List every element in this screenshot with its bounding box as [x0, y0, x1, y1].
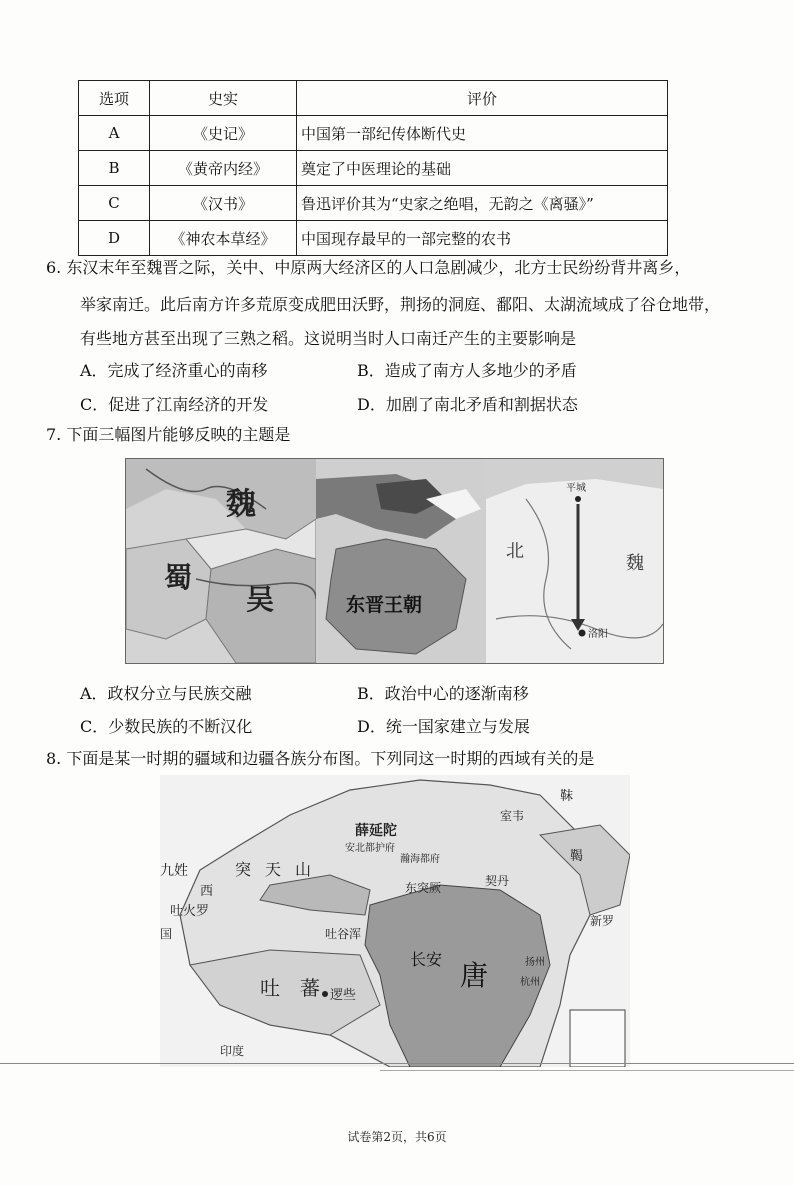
q7-option-d[interactable]: D．统一国家建立与发展 — [357, 717, 530, 736]
label-wei: 魏 — [226, 487, 256, 522]
northern-wei-map — [486, 459, 663, 663]
question-text: 下面是某一时期的疆域和边疆各族分布图。下列同这一时期的西域有关的是 — [66, 749, 595, 768]
row-evaluation: 奠定了中医理论的基础 — [297, 151, 668, 186]
eastern-jin-map — [316, 459, 486, 663]
label-shiwei: 室韦 — [500, 809, 525, 823]
page-divider-2 — [380, 1070, 794, 1071]
label-dongjin: 东晋王朝 — [346, 594, 423, 616]
q7-option-a[interactable]: A．政权分立与民族交融 — [80, 684, 252, 703]
label-dongtujue: 东突厥 — [405, 881, 442, 895]
label-tu: 吐 — [260, 976, 280, 1000]
table-row — [79, 221, 668, 256]
label-qidan: 契丹 — [485, 874, 510, 888]
history-facts-table — [78, 80, 668, 256]
question-number: 8. — [46, 749, 62, 768]
header-option: 选项 — [79, 81, 150, 116]
row-fact: 《汉书》 — [150, 186, 297, 221]
label-xueyantuo: 薛延陀 — [355, 823, 397, 839]
label-he: 鞨 — [570, 849, 584, 864]
table-row — [79, 151, 668, 186]
row-option: C — [79, 186, 150, 221]
three-kingdoms-map — [126, 459, 316, 663]
question-6-line-2: 举家南迁。此后南方许多荒原变成肥田沃野，荆扬的洞庭、鄱阳、太湖流域成了谷仓地带， — [80, 295, 721, 314]
label-hanhai: 瀚海都府 — [400, 854, 440, 865]
q7-option-b[interactable]: B．政治中心的逐渐南移 — [357, 684, 529, 703]
label-shan: 山 — [295, 860, 312, 879]
question-7 — [46, 425, 290, 445]
table-row — [79, 116, 668, 151]
row-option: A — [79, 116, 150, 151]
row-option: B — [79, 151, 150, 186]
question-number: 6. — [46, 258, 62, 277]
label-changan: 长安 — [410, 950, 443, 969]
row-fact: 《神农本草经》 — [150, 221, 297, 256]
label-bei: 北 — [506, 541, 524, 562]
question-6-line-1 — [46, 258, 690, 278]
page-footer: 试卷第2页，共6页 — [347, 1130, 447, 1144]
label-luoyang: 洛阳 — [588, 629, 608, 640]
page-divider — [0, 1063, 794, 1064]
label-hangzhou: 杭州 — [520, 977, 540, 988]
q7-option-c[interactable]: C．少数民族的不断汉化 — [80, 717, 253, 736]
label-yindu: 印度 — [220, 1044, 245, 1058]
label-tuyuhun: 吐谷浑 — [325, 927, 362, 941]
q6-option-d[interactable]: D．加剧了南北矛盾和割据状态 — [357, 395, 578, 414]
question-number: 7. — [46, 425, 62, 444]
label-wei-north: 魏 — [626, 553, 644, 574]
row-option: D — [79, 221, 150, 256]
question-6-line-3: 有些地方甚至出现了三熟之稻。这说明当时人口南迁产生的主要影响是 — [80, 329, 577, 348]
row-evaluation: 中国现存最早的一部完整的农书 — [297, 221, 668, 256]
label-tuhuoluo: 吐火罗 — [170, 904, 210, 919]
label-luoxie: 逻些 — [330, 988, 357, 1003]
label-tujue: 突 — [235, 860, 252, 879]
row-fact: 《史记》 — [150, 116, 297, 151]
row-fact: 《黄帝内经》 — [150, 151, 297, 186]
header-fact: 史实 — [150, 81, 297, 116]
label-mo: 靺 — [560, 789, 574, 804]
label-xi: 西 — [200, 884, 214, 899]
label-wu: 吴 — [246, 583, 275, 616]
question-text: 下面三幅图片能够反映的主题是 — [66, 425, 291, 444]
label-guo: 国 — [160, 927, 173, 941]
three-maps-image — [125, 458, 664, 664]
question-8 — [46, 749, 594, 769]
row-evaluation: 中国第一部纪传体断代史 — [297, 116, 668, 151]
table-row — [79, 186, 668, 221]
label-jiuxing: 九姓 — [160, 863, 188, 879]
label-shu: 蜀 — [164, 561, 193, 594]
table-header-row — [79, 81, 668, 116]
tang-dynasty-map — [160, 775, 630, 1067]
label-tian: 天 — [265, 860, 282, 879]
label-pingcheng: 平城 — [566, 483, 586, 494]
label-tang: 唐 — [460, 959, 489, 992]
label-yangzhou: 扬州 — [525, 957, 545, 968]
row-evaluation: 鲁迅评价其为“史家之绝唱，无韵之《离骚》” — [297, 186, 668, 221]
q6-option-c[interactable]: C．促进了江南经济的开发 — [80, 395, 269, 414]
question-text: 东汉末年至魏晋之际，关中、中原两大经济区的人口急剧减少，北方士民纷纷背井离乡， — [66, 258, 691, 277]
label-xinluo: 新罗 — [590, 914, 615, 928]
label-fan: 蕃 — [300, 976, 320, 1000]
q6-option-a[interactable]: A．完成了经济重心的南移 — [80, 361, 268, 380]
q6-option-b[interactable]: B．造成了南方人多地少的矛盾 — [357, 361, 577, 380]
label-anbei: 安北都护府 — [345, 843, 395, 854]
header-evaluation: 评价 — [297, 81, 668, 116]
